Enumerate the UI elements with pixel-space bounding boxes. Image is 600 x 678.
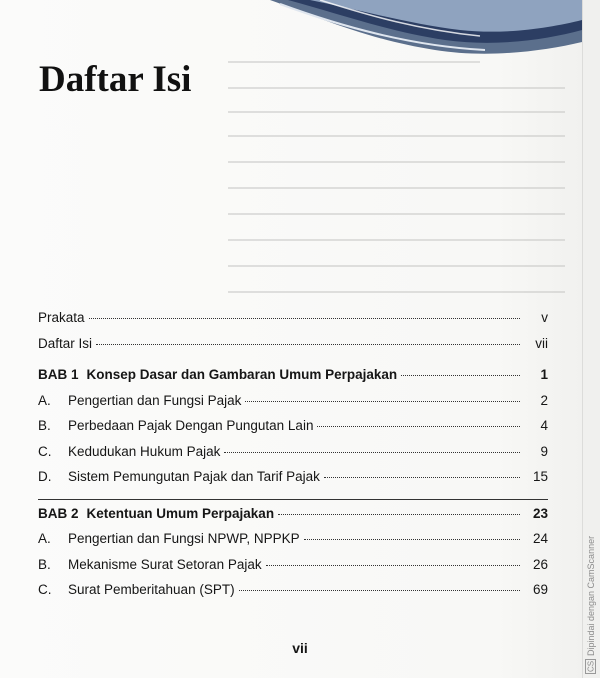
toc-entry-page: 4 [540, 418, 548, 433]
toc-entry-label: Mekanisme Surat Setoran Pajak [68, 556, 262, 572]
page-title: Daftar Isi [39, 59, 192, 100]
toc-entry[interactable] [38, 582, 548, 608]
toc-entry-page: v [541, 310, 548, 325]
entry-letter: B. [38, 556, 51, 572]
toc-entry-daftar-isi[interactable] [38, 336, 548, 362]
toc-entry[interactable] [38, 444, 548, 470]
scanner-watermark [584, 535, 598, 674]
toc-entry-page: 26 [532, 556, 548, 572]
entry-letter: A. [38, 531, 51, 546]
toc-entry-label: Perbedaan Pajak Dengan Pungutan Lain [68, 418, 314, 433]
table-of-contents [38, 310, 548, 608]
toc-chapter-bab-1[interactable] [38, 367, 548, 393]
chapter-title: Ketentuan Umum Perpajakan [86, 505, 275, 521]
dot-leader [317, 426, 520, 427]
chapter-number: BAB 2 [38, 505, 79, 521]
dot-leader [324, 477, 520, 478]
entry-letter: D. [38, 469, 52, 484]
toc-entry-label: Prakata [38, 310, 85, 325]
toc-entry-label: Surat Pemberitahuan (SPT) [68, 582, 235, 597]
chapter-page: 1 [540, 367, 548, 382]
toc-entry[interactable] [38, 531, 548, 557]
toc-entry-prakata[interactable] [38, 310, 548, 336]
toc-entry-label: Sistem Pemungutan Pajak dan Tarif Pajak [68, 469, 320, 484]
dot-leader [245, 401, 520, 402]
entry-letter: C. [38, 582, 52, 597]
dot-leader [96, 344, 520, 345]
dot-leader [239, 590, 520, 591]
page-number: vii [292, 640, 308, 656]
toc-entry-page: vii [535, 335, 548, 351]
chapter-number: BAB 1 [38, 367, 79, 382]
toc-entry-page: 15 [532, 469, 548, 484]
toc-chapter-bab-2[interactable] [38, 506, 548, 532]
toc-entry[interactable] [38, 418, 548, 444]
toc-entry-page: 2 [540, 392, 548, 408]
header-wave-decoration [250, 0, 582, 58]
dot-leader [401, 375, 520, 376]
toc-entry-label: Daftar Isi [38, 335, 93, 351]
toc-entry[interactable] [38, 393, 548, 419]
camscanner-icon: CS [586, 660, 596, 672]
toc-entry-label: Pengertian dan Fungsi Pajak [68, 392, 242, 408]
toc-entry[interactable] [38, 469, 548, 495]
entry-letter: A. [38, 392, 51, 408]
dot-leader [266, 565, 520, 566]
toc-entry-page: 24 [532, 531, 548, 546]
entry-letter: C. [38, 443, 52, 459]
toc-entry-page: 9 [540, 443, 548, 459]
toc-entry-page: 69 [532, 582, 548, 597]
toc-entry-label: Kedudukan Hukum Pajak [68, 443, 221, 459]
dot-leader [304, 539, 520, 540]
scanner-note-text: Dipindai dengan CamScanner [586, 535, 596, 656]
chapter-title: Konsep Dasar dan Gambaran Umum Perpajakan [86, 367, 398, 382]
toc-entry-label: Pengertian dan Fungsi NPWP, NPPKP [68, 531, 300, 546]
chapter-page: 23 [532, 505, 548, 521]
section-divider [38, 499, 548, 500]
dot-leader [89, 318, 520, 319]
toc-entry[interactable] [38, 557, 548, 583]
dot-leader [278, 514, 520, 515]
dot-leader [224, 452, 520, 453]
entry-letter: B. [38, 418, 51, 433]
